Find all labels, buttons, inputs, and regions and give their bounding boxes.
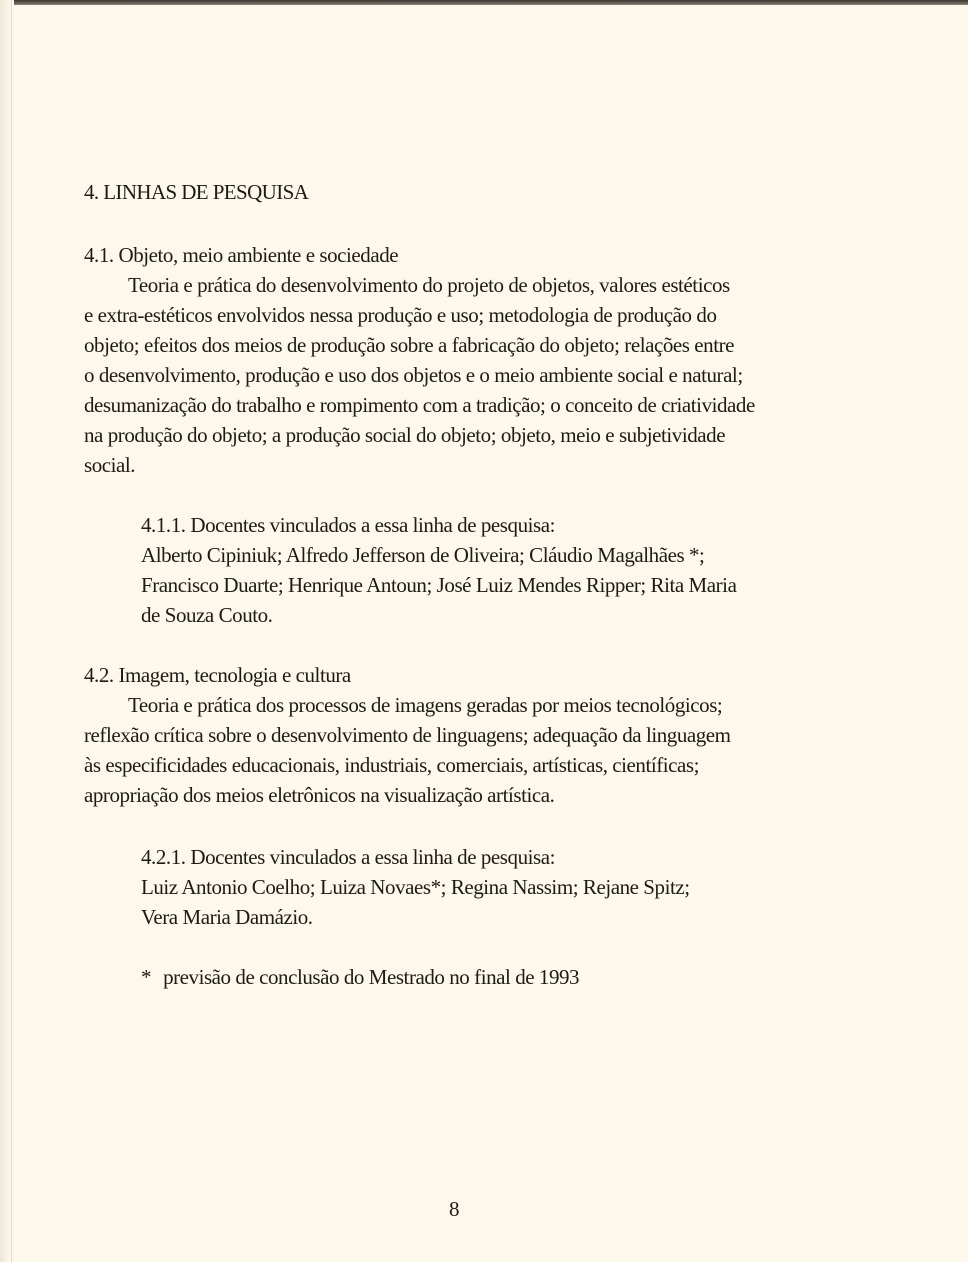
paragraph-line: e extra-estéticos envolvidos nessa produção e uso; metodologia de produção do bbox=[84, 303, 717, 327]
paragraph-line: na produção do objeto; a produção social do objeto; objeto, meio e subjetividade bbox=[84, 423, 726, 447]
faculty-line: Vera Maria Damázio. bbox=[141, 905, 313, 929]
faculty-heading-4-2-1: 4.2.1. Docentes vinculados a essa linha de pesquisa: bbox=[141, 845, 555, 869]
paragraph-line: Teoria e prática dos processos de imagens geradas por meios tecnológicos; bbox=[128, 693, 723, 717]
paragraph-line: Teoria e prática do desenvolvimento do projeto de objetos, valores estéticos bbox=[128, 273, 730, 297]
paragraph-line: social. bbox=[84, 453, 136, 477]
faculty-line: de Souza Couto. bbox=[141, 603, 273, 627]
faculty-line: Alberto Cipiniuk; Alfredo Jefferson de Oliveira; Cláudio Magalhães *; bbox=[141, 543, 705, 567]
footnote-text: previsão de conclusão do Mestrado no final de 1993 bbox=[163, 965, 580, 989]
faculty-heading-4-1-1: 4.1.1. Docentes vinculados a essa linha de pesquisa: bbox=[141, 513, 555, 537]
paragraph-line: às especificidades educacionais, industriais, comerciais, artísticas, científicas; bbox=[84, 753, 700, 777]
subsection-4-1-description bbox=[84, 270, 854, 480]
footnote bbox=[141, 962, 579, 992]
subsection-heading-4-2: 4.2. Imagem, tecnologia e cultura bbox=[84, 663, 351, 687]
page-number: 8 bbox=[449, 1197, 460, 1221]
faculty-line: Francisco Duarte; Henrique Antoun; José Luiz Mendes Ripper; Rita Maria bbox=[141, 573, 737, 597]
paragraph-line: objeto; efeitos dos meios de produção sobre a fabricação do objeto; relações entre bbox=[84, 333, 734, 357]
subsection-4-2-description bbox=[84, 690, 731, 810]
paragraph-line: reflexão crítica sobre o desenvolvimento de linguagens; adequação da linguagem bbox=[84, 723, 731, 747]
paragraph-line: desumanização do trabalho e rompimento com a tradição; o conceito de criatividade bbox=[84, 393, 755, 417]
faculty-list-4-1-1 bbox=[141, 540, 736, 630]
paragraph-line: apropriação dos meios eletrônicos na visualização artística. bbox=[84, 783, 555, 807]
footnote-marker: * bbox=[141, 965, 152, 989]
subsection-heading-4-1: 4.1. Objeto, meio ambiente e sociedade bbox=[84, 243, 399, 267]
faculty-list-4-2-1 bbox=[141, 872, 690, 932]
faculty-line: Luiz Antonio Coelho; Luiza Novaes*; Regina Nassim; Rejane Spitz; bbox=[141, 875, 690, 899]
section-title: 4. LINHAS DE PESQUISA bbox=[84, 180, 309, 204]
paragraph-line: o desenvolvimento, produção e uso dos objetos e o meio ambiente social e natural; bbox=[84, 363, 743, 387]
